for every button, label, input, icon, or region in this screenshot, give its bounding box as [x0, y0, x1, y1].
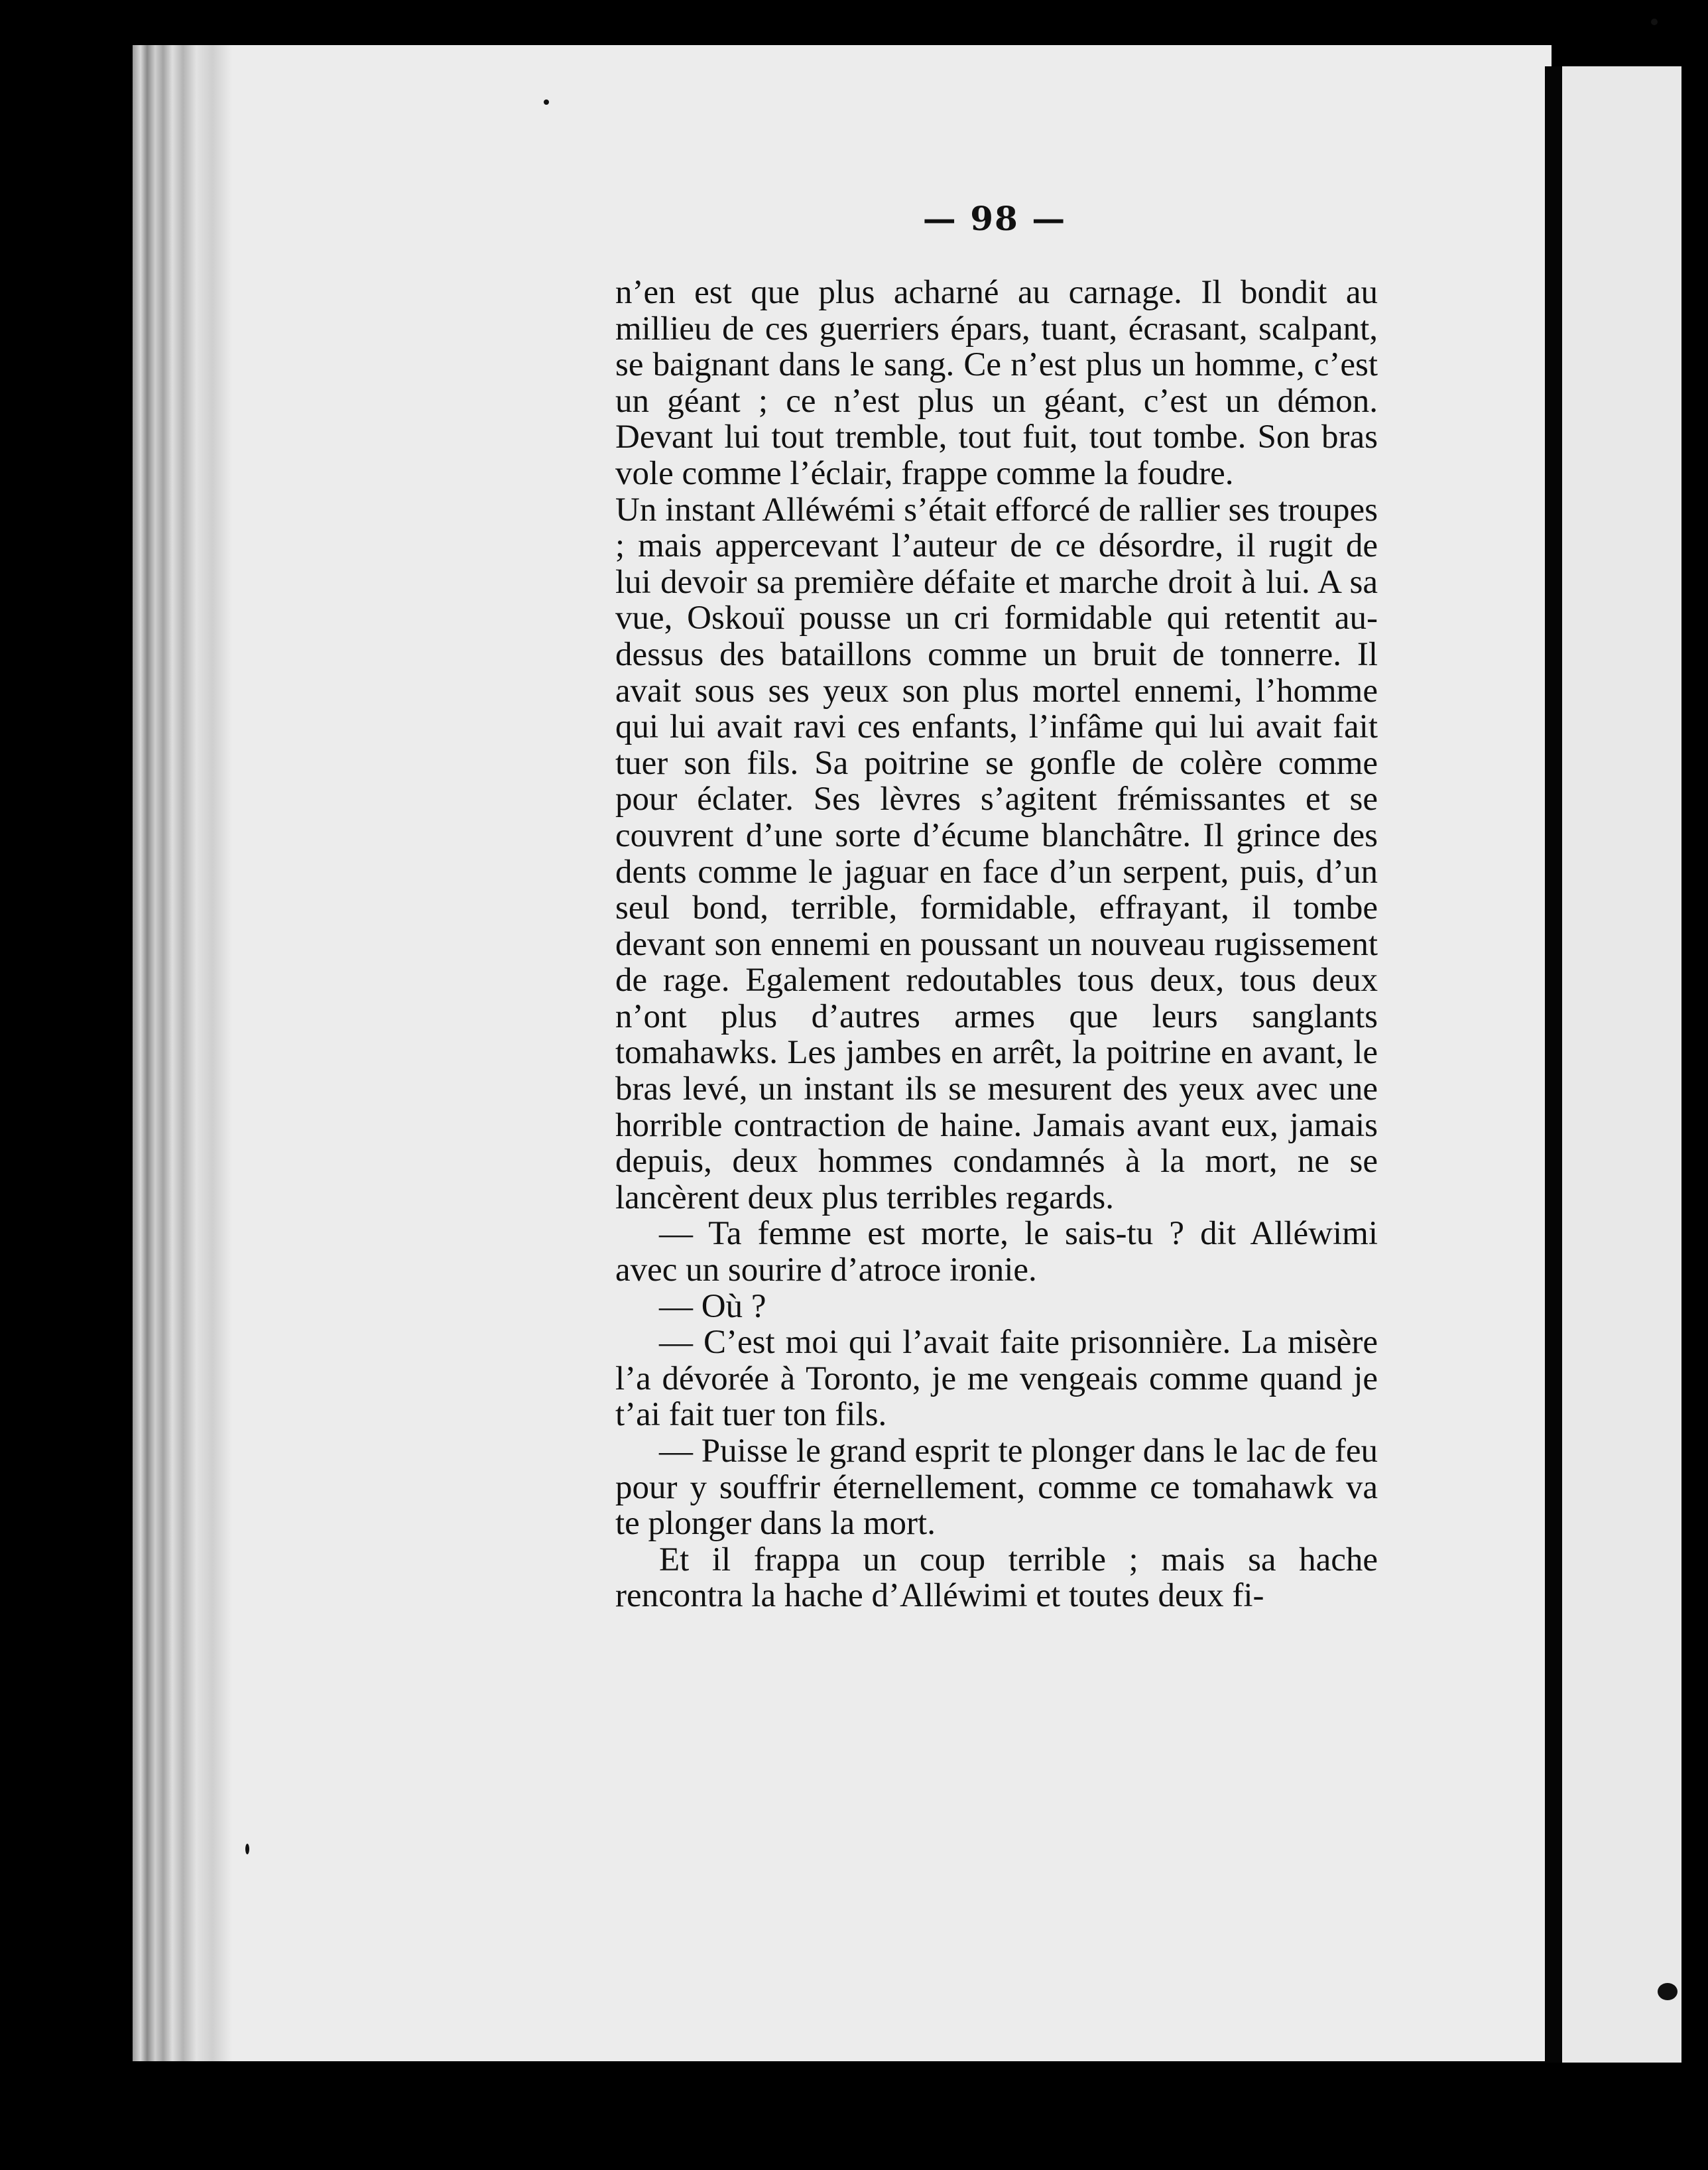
dialogue-paragraph: — Puisse le grand esprit te plonger dans le lac de feu pour y souffrir éternellement, comme ce tomahawk va te plonger dans la mort. — [615, 1433, 1378, 1543]
dialogue-paragraph: — C’est moi qui l’avait faite prisonnière. La misère l’a dévorée à Toronto, je me vengeais comme quand je t’ai fait tuer ton fils. — [615, 1324, 1378, 1434]
paragraph: Et il frappa un coup terrible ; mais sa hache rencontra la hache d’Alléwimi et toutes deux fi- — [615, 1541, 1378, 1615]
dialogue-paragraph: — Ta femme est morte, le sais-tu ? dit Alléwimi avec un sourire d’atroce ironie. — [615, 1215, 1378, 1289]
scan-speck — [1658, 1983, 1677, 2000]
scan-speck — [1651, 19, 1658, 25]
dialogue-paragraph: — Où ? — [659, 1287, 766, 1325]
page-stack-edge — [133, 45, 232, 2061]
body-text — [615, 275, 1378, 1614]
facing-page-edge — [1562, 66, 1681, 2063]
scan-speck — [544, 99, 549, 105]
page-number: — 98 — — [922, 199, 1067, 238]
paragraph: Un instant Alléwémi s’était efforcé de rallier ses troupes ; mais appercevant l’auteur de ce désordre, il rugit de lui devoir sa première défaite et marche droit à lui. A sa vue, Oskouï pousse un cri formidable qui retentit au-dessus des bataillons comme un bruit de tonnerre. Il avait sous ses yeux son plus mortel ennemi, l’homme qui lui avait ravi ces enfants, l’infâme qui lui avait fait tuer son fils. Sa poitrine se gonfle de colère comme pour éclater. Ses lèvres s’agitent frémissantes et se couvrent d’une sorte d’écume blanchâtre. Il grince des dents comme le jaguar en face d’un serpent, puis, d’un seul bond, terrible, formidable, effrayant, il tombe devant son ennemi en poussant un nouveau rugissement de rage. Egalement redoutables tous deux, tous deux n’ont plus d’autres armes que leurs sanglants tomahawks. Les jambes en arrêt, la poitrine en avant, le bras levé, un instant ils se mesurent des yeux avec une horrible contraction de haine. Jamais avant eux, jamais depuis, deux hommes condamnés à la mort, ne se lancèrent deux plus terribles regards. — [615, 491, 1378, 1216]
scan-speck — [245, 1844, 249, 1854]
paragraph: n’en est que plus acharné au carnage. Il bondit au millieu de ces guerriers épars, tuant, écrasant, scalpant, se baignant dans le sang. Ce n’est plus un homme, c’est un géant ; ce n’est plus un géant, c’est un démon. Devant lui tout tremble, tout fuit, tout tombe. Son bras vole comme l’éclair, frappe comme la foudre. — [615, 274, 1378, 492]
book-gutter — [1545, 66, 1562, 2063]
